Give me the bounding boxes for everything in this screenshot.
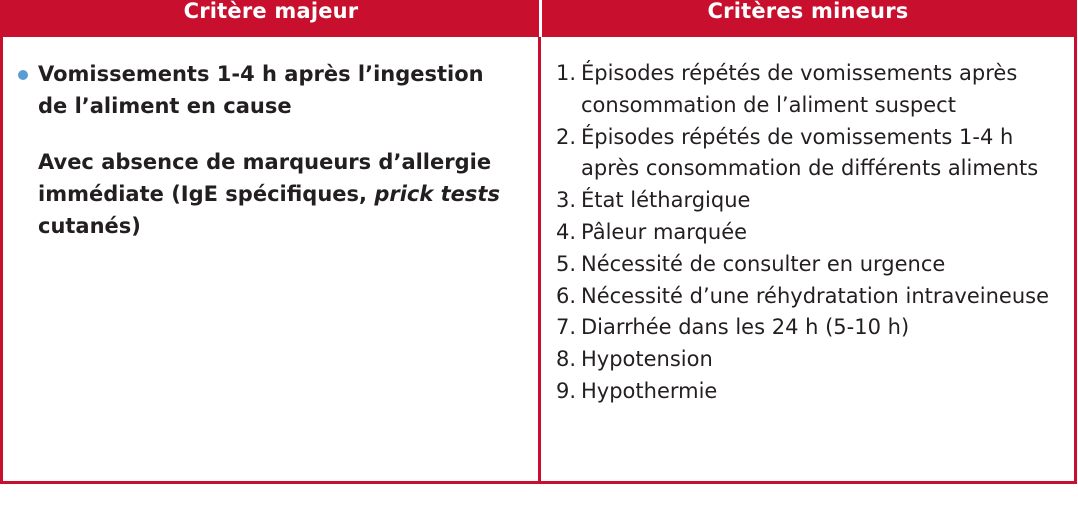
item-text: Nécessité d’une réhydratation intraveineuse <box>581 283 1049 308</box>
table-header <box>3 0 1074 37</box>
item-number: 7. <box>556 315 577 340</box>
header-minor-criteria: Critères mineurs <box>707 0 909 23</box>
bullet-dot-icon <box>18 70 28 80</box>
header-major-criterion: Critère majeur <box>183 0 359 23</box>
item-text: Épisodes répétés de vomissements après consommation de l’aliment suspect <box>581 61 1018 117</box>
list-item <box>556 217 1071 249</box>
list-item <box>556 281 1071 313</box>
item-number: 9. <box>556 378 577 403</box>
list-item <box>556 185 1071 217</box>
item-text: Hypothermie <box>581 378 718 403</box>
list-item <box>556 58 1071 122</box>
item-number: 5. <box>556 251 577 276</box>
item-number: 4. <box>556 219 577 244</box>
list-item <box>556 344 1071 376</box>
list-item <box>556 122 1071 186</box>
item-text: Pâleur marquée <box>581 219 748 244</box>
major-criterion-note <box>18 146 518 242</box>
major-note-italic: prick tests <box>374 182 500 206</box>
item-number: 8. <box>556 347 577 372</box>
minor-criteria-list <box>556 58 1071 408</box>
item-number: 6. <box>556 283 577 308</box>
major-note-suffix: cutanés) <box>38 214 141 238</box>
item-text: État léthargique <box>581 188 751 213</box>
list-item <box>556 376 1071 408</box>
item-number: 2. <box>556 124 577 149</box>
item-text: Épisodes répétés de vomissements 1-4 h après consommation de différents aliments <box>581 124 1039 181</box>
major-criterion-cell <box>18 58 518 242</box>
item-number: 3. <box>556 188 577 213</box>
list-item <box>556 249 1071 281</box>
item-text: Nécessité de consulter en urgence <box>581 251 946 276</box>
item-text: Hypotension <box>581 347 713 372</box>
item-text: Diarrhée dans les 24 h (5-10 h) <box>581 315 910 340</box>
major-note-prefix: Avec absence de marqueurs d’allergie immédiate (IgE spécifiques, <box>38 150 492 206</box>
list-item <box>556 312 1071 344</box>
major-criterion-bullet <box>18 58 518 122</box>
major-criterion-text: Vomissements 1-4 h après l’ingestion de l’aliment en cause <box>38 62 484 118</box>
column-divider <box>538 37 541 484</box>
item-number: 1. <box>556 61 577 85</box>
